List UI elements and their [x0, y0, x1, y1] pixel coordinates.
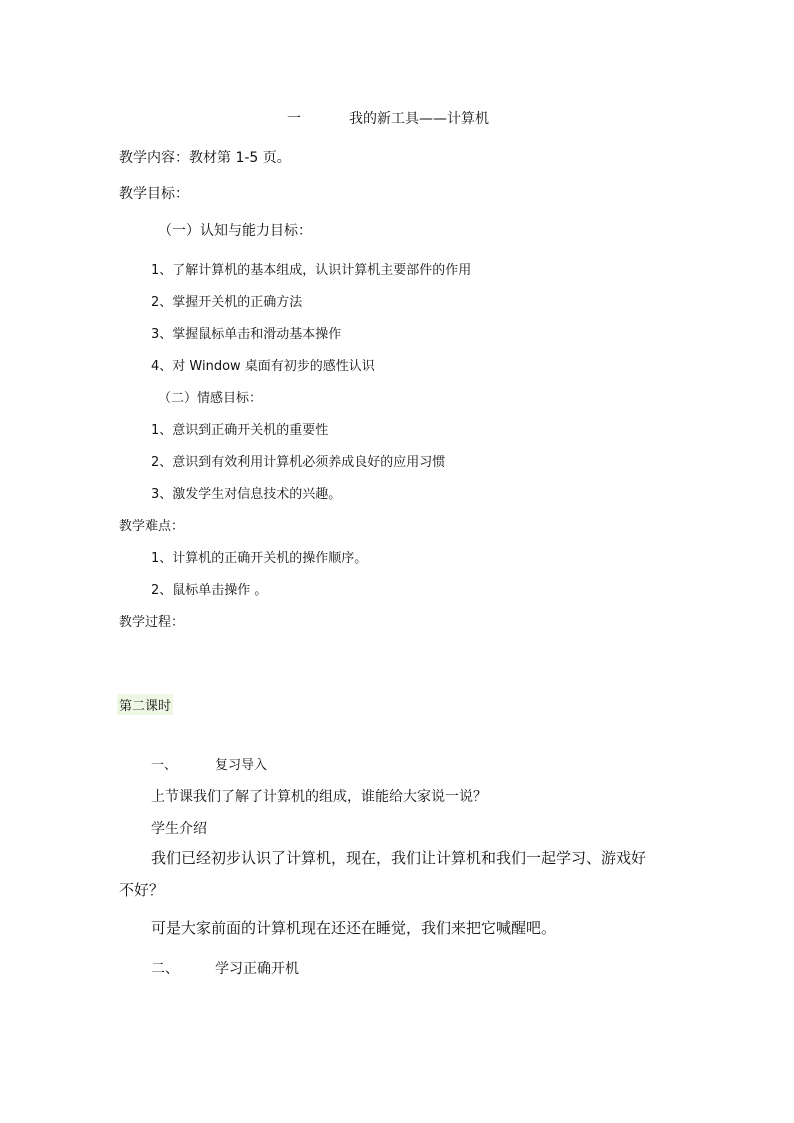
goal-section-2: （二）情感目标： — [158, 391, 263, 406]
lesson-title: 我的新工具——计算机 — [349, 111, 489, 127]
paragraph: 我们已经初步认识了计算机，现在，我们让计算机和我们一起学习、游戏好 — [151, 849, 647, 867]
content-label: 教学内容：教材第 1-5 页。 — [119, 150, 291, 166]
goal-item: 4、对 Window 桌面有初步的感性认识 — [151, 359, 375, 374]
difficulty-label: 教学难点： — [119, 519, 185, 534]
paragraph-continuation: 不好？ — [119, 881, 165, 899]
paragraph: 学生介绍 — [151, 821, 207, 837]
lesson-period-label: 第二课时 — [117, 694, 173, 715]
goal-item: 3、掌握鼠标单击和滑动基本操作 — [151, 327, 342, 342]
goals-label: 教学目标： — [119, 186, 189, 202]
goal-item: 1、了解计算机的基本组成，认识计算机主要部件的作用 — [151, 263, 472, 278]
section-title: 复习导入 — [215, 758, 268, 773]
section-title: 学习正确开机 — [215, 961, 299, 977]
lesson-number: 一 — [287, 111, 301, 127]
paragraph: 上节课我们了解了计算机的组成，谁能给大家说一说？ — [151, 789, 487, 805]
section-number: 二、 — [151, 961, 179, 977]
paragraph: 可是大家前面的计算机现在还还在睡觉，我们来把它喊醒吧。 — [151, 919, 557, 937]
goal-section-1: （一）认知与能力目标： — [158, 223, 312, 239]
section-number: 一、 — [151, 758, 178, 773]
process-label: 教学过程： — [119, 615, 185, 630]
goal-item: 1、意识到正确开关机的重要性 — [151, 423, 329, 438]
goal-item: 2、掌握开关机的正确方法 — [151, 295, 303, 310]
goal-item: 3、激发学生对信息技术的兴趣。 — [151, 487, 342, 502]
difficulty-item: 2、鼠标单击操作 。 — [151, 583, 268, 598]
goal-item: 2、意识到有效利用计算机必须养成良好的应用习惯 — [151, 455, 446, 470]
difficulty-item: 1、计算机的正确开关机的操作顺序。 — [151, 551, 368, 566]
